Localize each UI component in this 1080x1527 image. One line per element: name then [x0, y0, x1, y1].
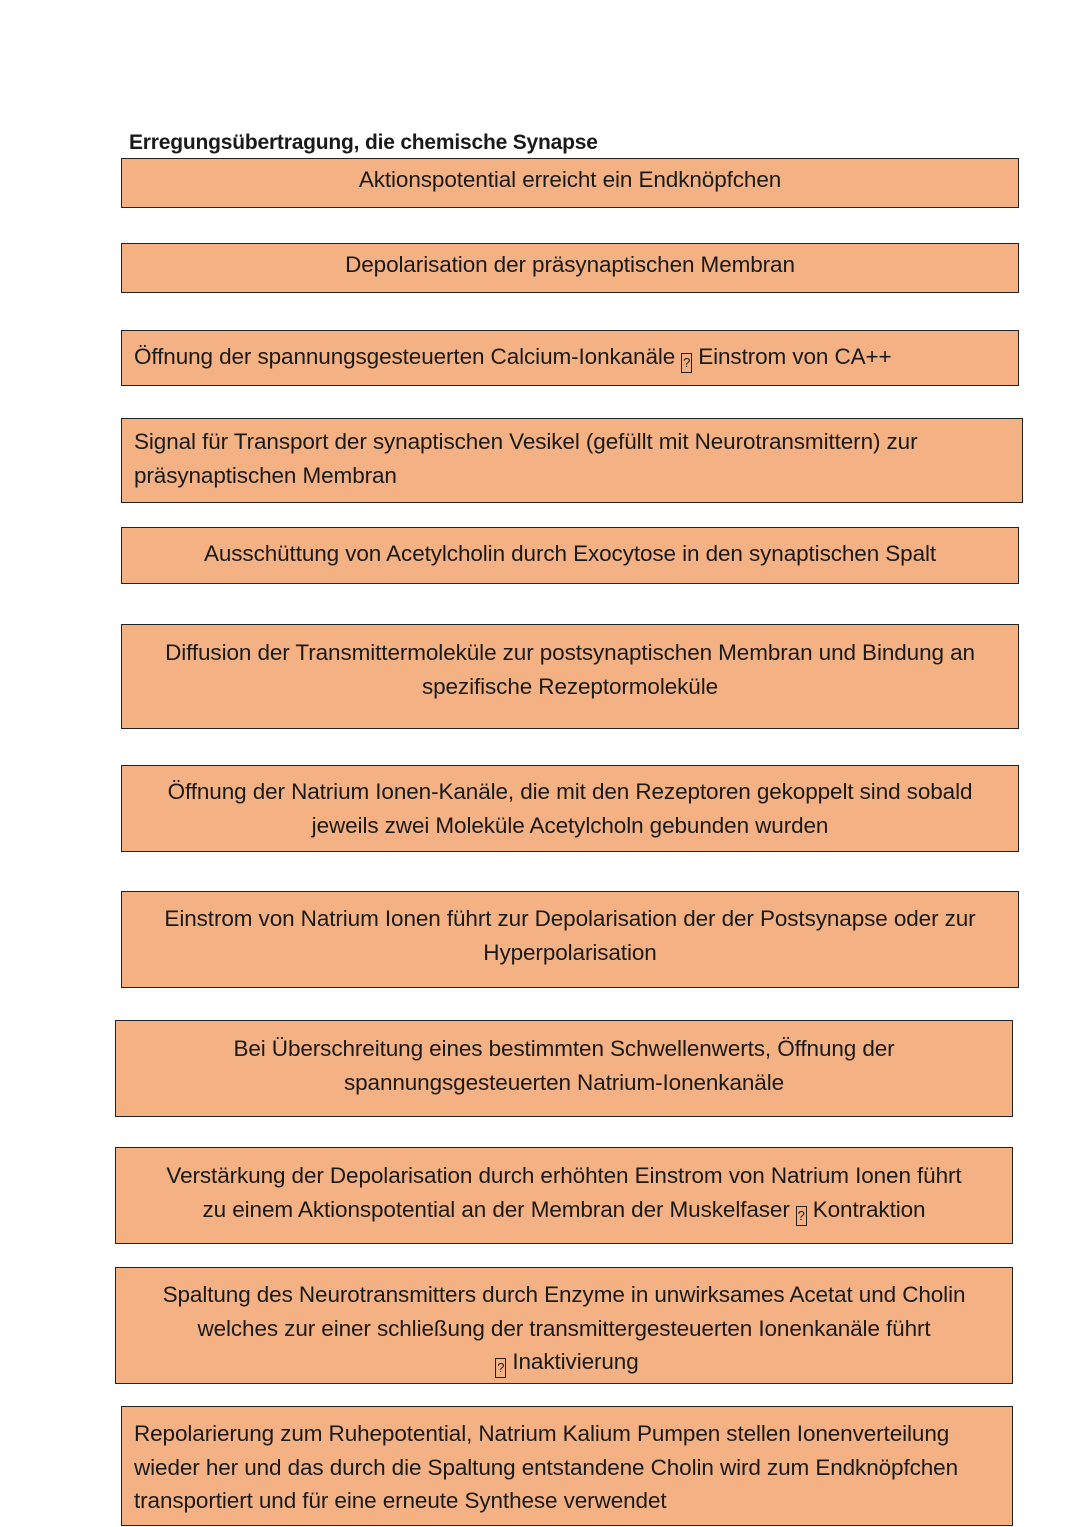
step-box	[121, 418, 1023, 503]
arrow-placeholder-icon: ?	[796, 1206, 807, 1226]
step-text-line: präsynaptischen Membran	[134, 462, 397, 488]
step-text-line: Spaltung des Neurotransmitters durch Enzyme in unwirksames Acetat und Cholin	[162, 1282, 966, 1307]
step-text: Kontraktion	[812, 1196, 926, 1222]
step-text-line: Verstärkung der Depolarisation durch erhöhten Einstrom von Natrium Ionen führt	[166, 1163, 962, 1188]
step-text-line: Aktionspotential erreicht ein Endknöpfchen	[358, 167, 782, 192]
step-text-line: Diffusion der Transmittermoleküle zur postsynaptischen Membran und Bindung an	[165, 640, 975, 665]
step-box	[121, 765, 1019, 852]
step-text-line: Signal für Transport der synaptischen Vesikel (gefüllt mit Neurotransmittern) zur	[134, 429, 918, 454]
step-box	[121, 330, 1019, 386]
step-text-line	[134, 340, 1006, 374]
step-text-line: Einstrom von Natrium Ionen führt zur Depolarisation der der Postsynapse oder zur	[164, 906, 976, 931]
step-text-line: welches zur einer schließung der transmittergesteuerten Ionenkanäle führt	[197, 1315, 931, 1341]
step-box	[115, 1147, 1013, 1244]
step-box	[121, 891, 1019, 988]
step-box	[121, 158, 1019, 208]
step-text: Inaktivierung	[512, 1349, 639, 1374]
step-text-line: Repolarierung zum Ruhepotential, Natrium Kalium Pumpen stellen Ionenverteilung	[134, 1421, 950, 1446]
arrow-placeholder-icon: ?	[681, 353, 692, 373]
step-box	[121, 624, 1019, 729]
step-text-line: Bei Überschreitung eines bestimmten Schwellenwerts, Öffnung der	[233, 1036, 895, 1061]
step-text-line: Ausschüttung von Acetylcholin durch Exocytose in den synaptischen Spalt	[203, 541, 937, 566]
step-text: Öffnung der spannungsgesteuerten Calcium-Ionkanäle	[134, 344, 676, 369]
step-text-line	[128, 1193, 1000, 1227]
step-text: zu einem Aktionspotential an der Membran der Muskelfaser	[202, 1196, 790, 1222]
step-text-line: Depolarisation der präsynaptischen Membran	[345, 252, 795, 277]
step-box	[115, 1020, 1013, 1117]
step-text-line: wieder her und das durch die Spaltung entstandene Cholin wird zum Endknöpfchen	[134, 1454, 958, 1480]
step-text-line: spezifische Rezeptormoleküle	[421, 673, 719, 699]
step-box	[121, 1406, 1013, 1526]
step-text-line	[128, 1345, 1000, 1379]
step-box	[121, 527, 1019, 584]
step-text-line: spannungsgesteuerten Natrium-Ionenkanäle	[343, 1069, 785, 1095]
step-box	[121, 243, 1019, 293]
arrow-placeholder-icon: ?	[495, 1358, 506, 1378]
step-text-line: jeweils zwei Moleküle Acetylcholn gebunden wurden	[311, 812, 829, 838]
step-text-line: Hyperpolarisation	[483, 939, 657, 965]
page-title: Erregungsübertragung, die chemische Synapse	[129, 131, 598, 154]
step-text: Einstrom von CA++	[698, 344, 892, 369]
step-box	[115, 1267, 1013, 1384]
step-text-line: Öffnung der Natrium Ionen-Kanäle, die mit den Rezeptoren gekoppelt sind sobald	[167, 779, 973, 804]
step-text-line: transportiert und für eine erneute Synthese verwendet	[134, 1488, 667, 1513]
